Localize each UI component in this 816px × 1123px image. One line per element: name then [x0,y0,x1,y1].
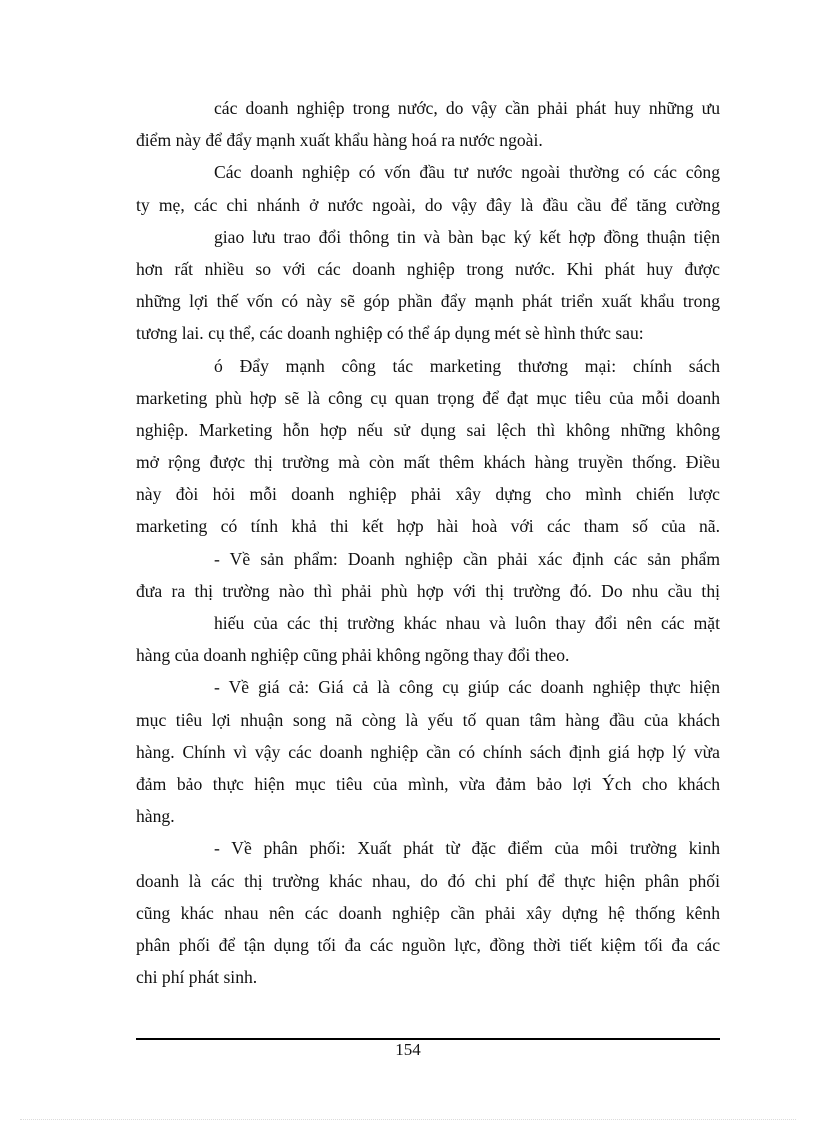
body-text [136,92,720,993]
text-line: - Về giá cả: Giá cả là công cụ giúp các doanh nghiệp thực hiện [214,677,720,698]
text-line: mở rộng được thị trường mà còn mất thêm khách hàng truyền thống. Điều [136,452,720,473]
text-line: hàng của doanh nghiệp cũng phải không ngõng thay đổi theo. [136,645,570,666]
text-line: doanh là các thị trường khác nhau, do đó chi phí để thực hiện phân phối [136,870,720,891]
text-line: hơn rất nhiều so với các doanh nghiệp trong nước. Khi phát huy được [136,258,720,279]
text-line: giao lưu trao đổi thông tin và bàn bạc ký kết hợp đồng thuận tiện [214,226,720,247]
text-line: hiếu của các thị trường khác nhau và luôn thay đổi nên các mặt [214,613,720,633]
text-line: điểm này để đẩy mạnh xuất khẩu hàng hoá ra nước ngoài. [136,130,543,151]
text-line: ó Đẩy mạnh công tác marketing thương mại: chính sách [214,355,720,376]
text-line: mục tiêu lợi nhuận song nã còng là yếu tố quan tâm hàng đầu của khách [136,709,720,730]
text-line: này đòi hỏi mỗi doanh nghiệp phải xây dựng cho mình chiến lược [136,484,720,505]
text-line: ty mẹ, các chi nhánh ở nước ngoài, do vậy đây là đầu cầu để tăng cường [136,194,720,215]
text-line: tương lai. cụ thể, các doanh nghiệp có thể áp dụng mét sè hình thức sau: [136,323,644,344]
text-line: hàng. [136,806,175,827]
text-line: đưa ra thị trường nào thì phải phù hợp với thị trường đó. Do nhu cầu thị [136,580,720,601]
text-line: cũng khác nhau nên các doanh nghiệp cần phải xây dựng hệ thống kênh [136,902,720,923]
text-line: đảm bảo thực hiện mục tiêu của mình, vừa đảm bảo lợi Ých cho khách [136,773,720,794]
text-line: phân phối để tận dụng tối đa các nguồn lực, đồng thời tiết kiệm tối đa các [136,934,720,955]
text-line: hàng. Chính vì vậy các doanh nghiệp cần có chính sách định giá hợp lý vừa [136,741,720,762]
text-line: những lợi thế vốn có này sẽ góp phần đẩy mạnh phát triển xuất khẩu trong [136,291,720,312]
text-line: marketing phù hợp sẽ là công cụ quan trọng để đạt mục tiêu của mỗi doanh [136,387,720,408]
text-line: marketing có tính khả thi kết hợp hài hoà với các tham số của nã. [136,516,720,537]
page-edge-divider [20,1119,796,1120]
page-number: 154 [395,1040,421,1059]
text-line: - Về phân phối: Xuất phát từ đặc điểm của môi trường kinh [214,838,720,859]
text-line: nghiệp. Marketing hỗn hợp nếu sử dụng sai lệch thì không những không [136,419,720,440]
text-line: các doanh nghiệp trong nước, do vậy cần phải phát huy những ưu [214,98,720,118]
text-line: Các doanh nghiệp có vốn đầu tư nước ngoài thường có các công [214,162,720,183]
text-line: - Về sản phẩm: Doanh nghiệp cần phải xác định các sản phẩm [214,548,720,569]
text-line: chi phí phát sinh. [136,967,258,988]
